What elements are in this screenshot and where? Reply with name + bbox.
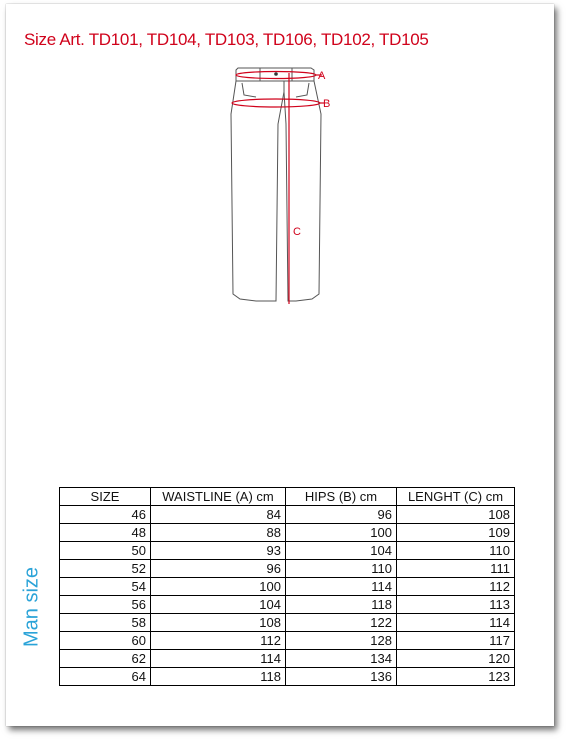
cell-length: 109 bbox=[397, 524, 515, 542]
table-row bbox=[60, 506, 515, 524]
cell-length: 110 bbox=[397, 542, 515, 560]
cell-size: 62 bbox=[60, 650, 151, 668]
header-waistline: WAISTLINE (A) cm bbox=[151, 488, 286, 506]
trousers-diagram bbox=[6, 4, 554, 324]
size-table bbox=[59, 487, 515, 686]
cell-waistline: 84 bbox=[151, 506, 286, 524]
cell-hips: 104 bbox=[286, 542, 397, 560]
table-row bbox=[60, 632, 515, 650]
cell-hips: 114 bbox=[286, 578, 397, 596]
table-row bbox=[60, 560, 515, 578]
cell-size: 64 bbox=[60, 668, 151, 686]
cell-hips: 96 bbox=[286, 506, 397, 524]
cell-size: 48 bbox=[60, 524, 151, 542]
table-row bbox=[60, 578, 515, 596]
cell-size: 50 bbox=[60, 542, 151, 560]
cell-size: 52 bbox=[60, 560, 151, 578]
cell-size: 54 bbox=[60, 578, 151, 596]
cell-hips: 136 bbox=[286, 668, 397, 686]
cell-size: 56 bbox=[60, 596, 151, 614]
cell-hips: 122 bbox=[286, 614, 397, 632]
table-row bbox=[60, 542, 515, 560]
cell-waistline: 112 bbox=[151, 632, 286, 650]
table-row bbox=[60, 524, 515, 542]
cell-length: 113 bbox=[397, 596, 515, 614]
cell-waistline: 88 bbox=[151, 524, 286, 542]
cell-length: 111 bbox=[397, 560, 515, 578]
cell-length: 114 bbox=[397, 614, 515, 632]
marker-b-label: B bbox=[323, 98, 331, 110]
cell-length: 112 bbox=[397, 578, 515, 596]
cell-length: 120 bbox=[397, 650, 515, 668]
cell-hips: 134 bbox=[286, 650, 397, 668]
marker-a-label: A bbox=[318, 70, 326, 82]
measurement-lines bbox=[232, 72, 324, 305]
cell-length: 108 bbox=[397, 506, 515, 524]
cell-waistline: 118 bbox=[151, 668, 286, 686]
header-size: SIZE bbox=[60, 488, 151, 506]
table-row bbox=[60, 614, 515, 632]
size-chart-sheet bbox=[6, 4, 554, 726]
cell-waistline: 114 bbox=[151, 650, 286, 668]
cell-waistline: 104 bbox=[151, 596, 286, 614]
header-hips: HIPS (B) cm bbox=[286, 488, 397, 506]
cell-hips: 118 bbox=[286, 596, 397, 614]
cell-waistline: 96 bbox=[151, 560, 286, 578]
marker-c-label: C bbox=[293, 226, 301, 238]
cell-size: 60 bbox=[60, 632, 151, 650]
waist-button bbox=[274, 72, 278, 76]
cell-size: 58 bbox=[60, 614, 151, 632]
table-row bbox=[60, 650, 515, 668]
cell-waistline: 108 bbox=[151, 614, 286, 632]
trousers-outline bbox=[231, 68, 321, 301]
cell-hips: 128 bbox=[286, 632, 397, 650]
cell-waistline: 100 bbox=[151, 578, 286, 596]
cell-size: 46 bbox=[60, 506, 151, 524]
cell-length: 117 bbox=[397, 632, 515, 650]
table-header-row bbox=[60, 488, 515, 506]
table-row bbox=[60, 668, 515, 686]
cell-hips: 100 bbox=[286, 524, 397, 542]
table-row bbox=[60, 596, 515, 614]
header-length: LENGHT (C) cm bbox=[397, 488, 515, 506]
page-title: Size Art. TD101, TD104, TD103, TD106, TD102, TD105 bbox=[24, 30, 429, 49]
cell-hips: 110 bbox=[286, 560, 397, 578]
man-size-label: Man size bbox=[20, 566, 43, 648]
cell-waistline: 93 bbox=[151, 542, 286, 560]
cell-length: 123 bbox=[397, 668, 515, 686]
